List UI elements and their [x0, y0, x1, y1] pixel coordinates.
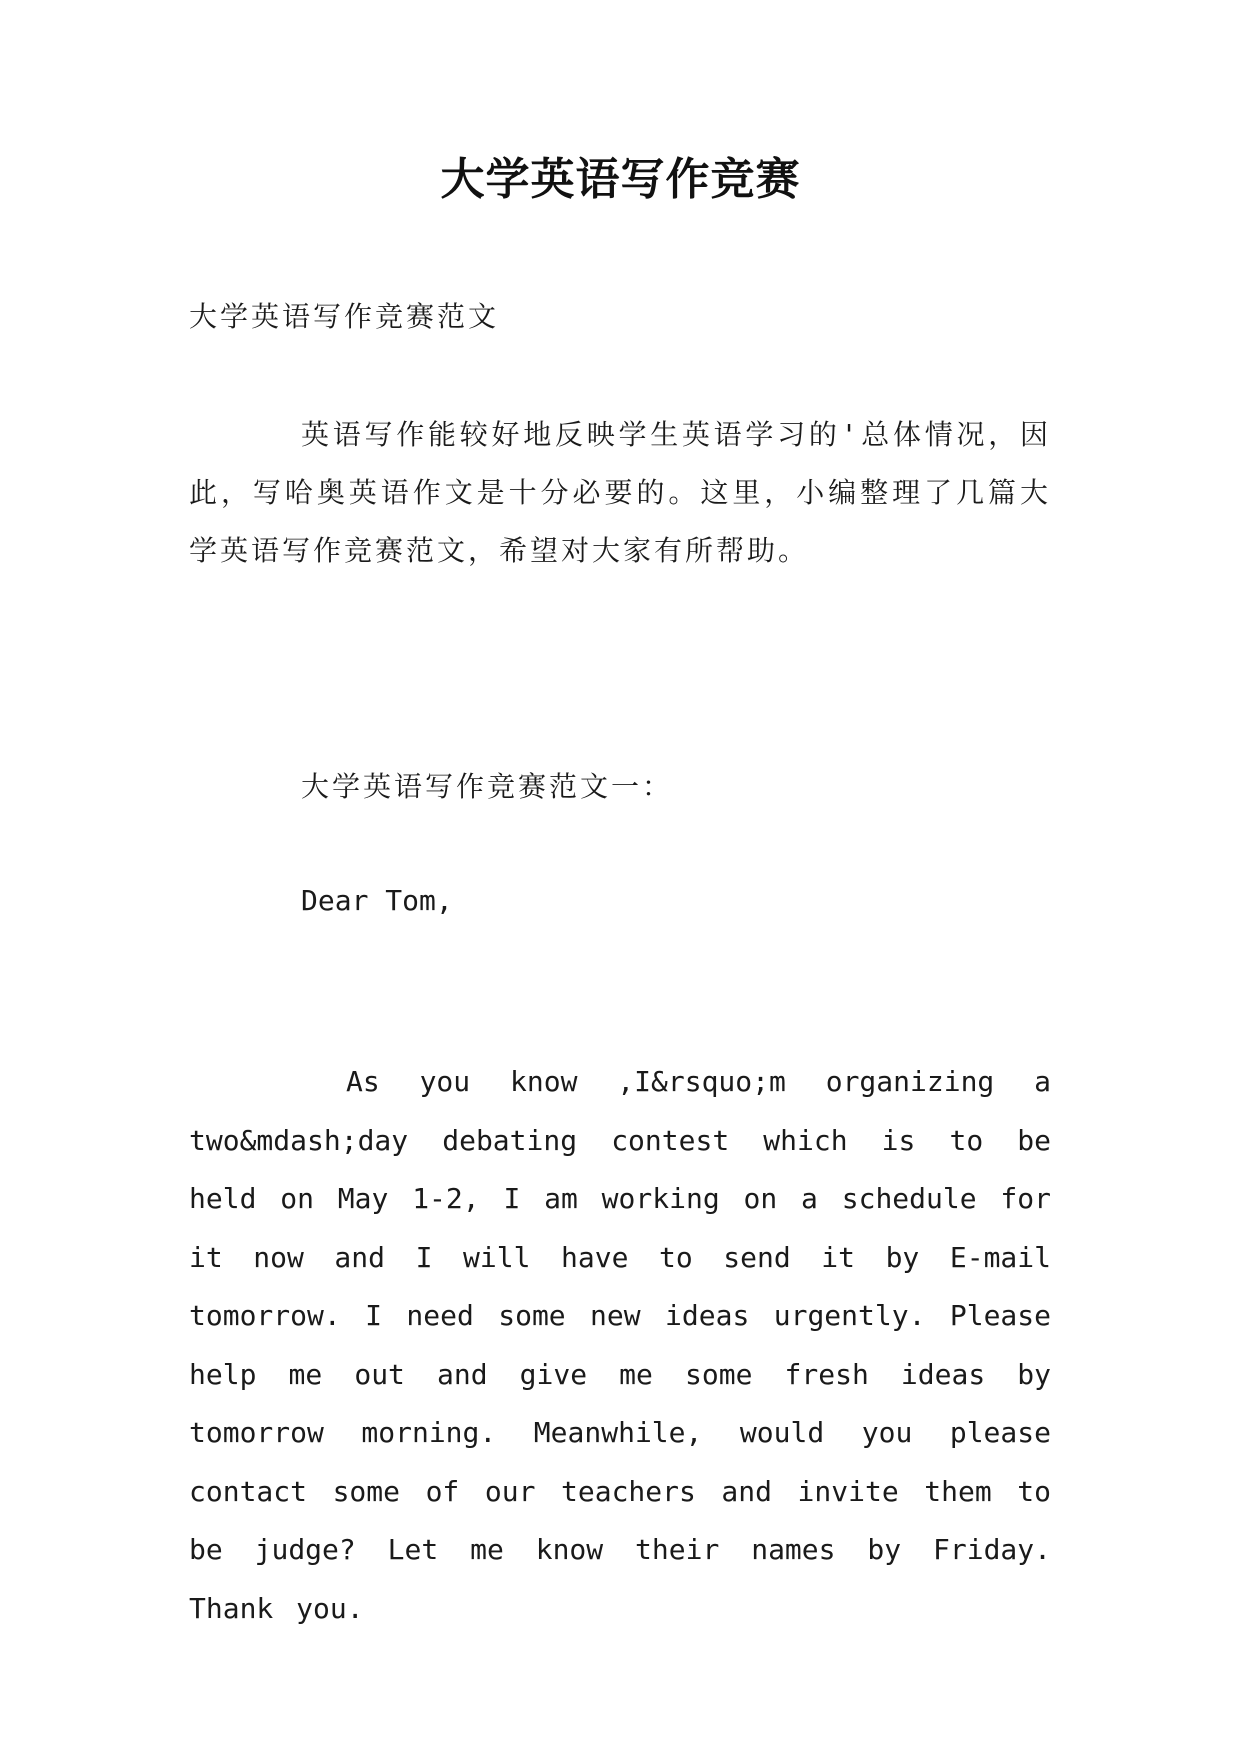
- letter-salutation: Dear Tom,: [301, 884, 453, 917]
- document-subtitle: 大学英语写作竞赛范文: [189, 300, 500, 333]
- document-title: 大学英语写作竞赛: [440, 154, 801, 205]
- sample-heading: 大学英语写作竞赛范文一：: [301, 770, 674, 803]
- intro-paragraph: 英语写作能较好地反映学生英语学习的'总体情况，因此，写哈奥英语作文是十分必要的。这里，小编整理了几篇大学英语写作竞赛范文，希望对大家有所帮助。: [189, 418, 1051, 567]
- letter-body: As you know ,I&rsquo;m organizing a two&mdash;day debating contest which is to be held on May 1-2, I am working on a schedule for it now and I will have to send it by E-mail tomorrow. I need some new ideas urgently. Please help me out and give me some fresh ideas by tomorrow morning. Meanwhile, would you please contact some of our teachers and invite them to be judge? Let me know their names by Friday. Thank you.: [189, 1065, 1051, 1625]
